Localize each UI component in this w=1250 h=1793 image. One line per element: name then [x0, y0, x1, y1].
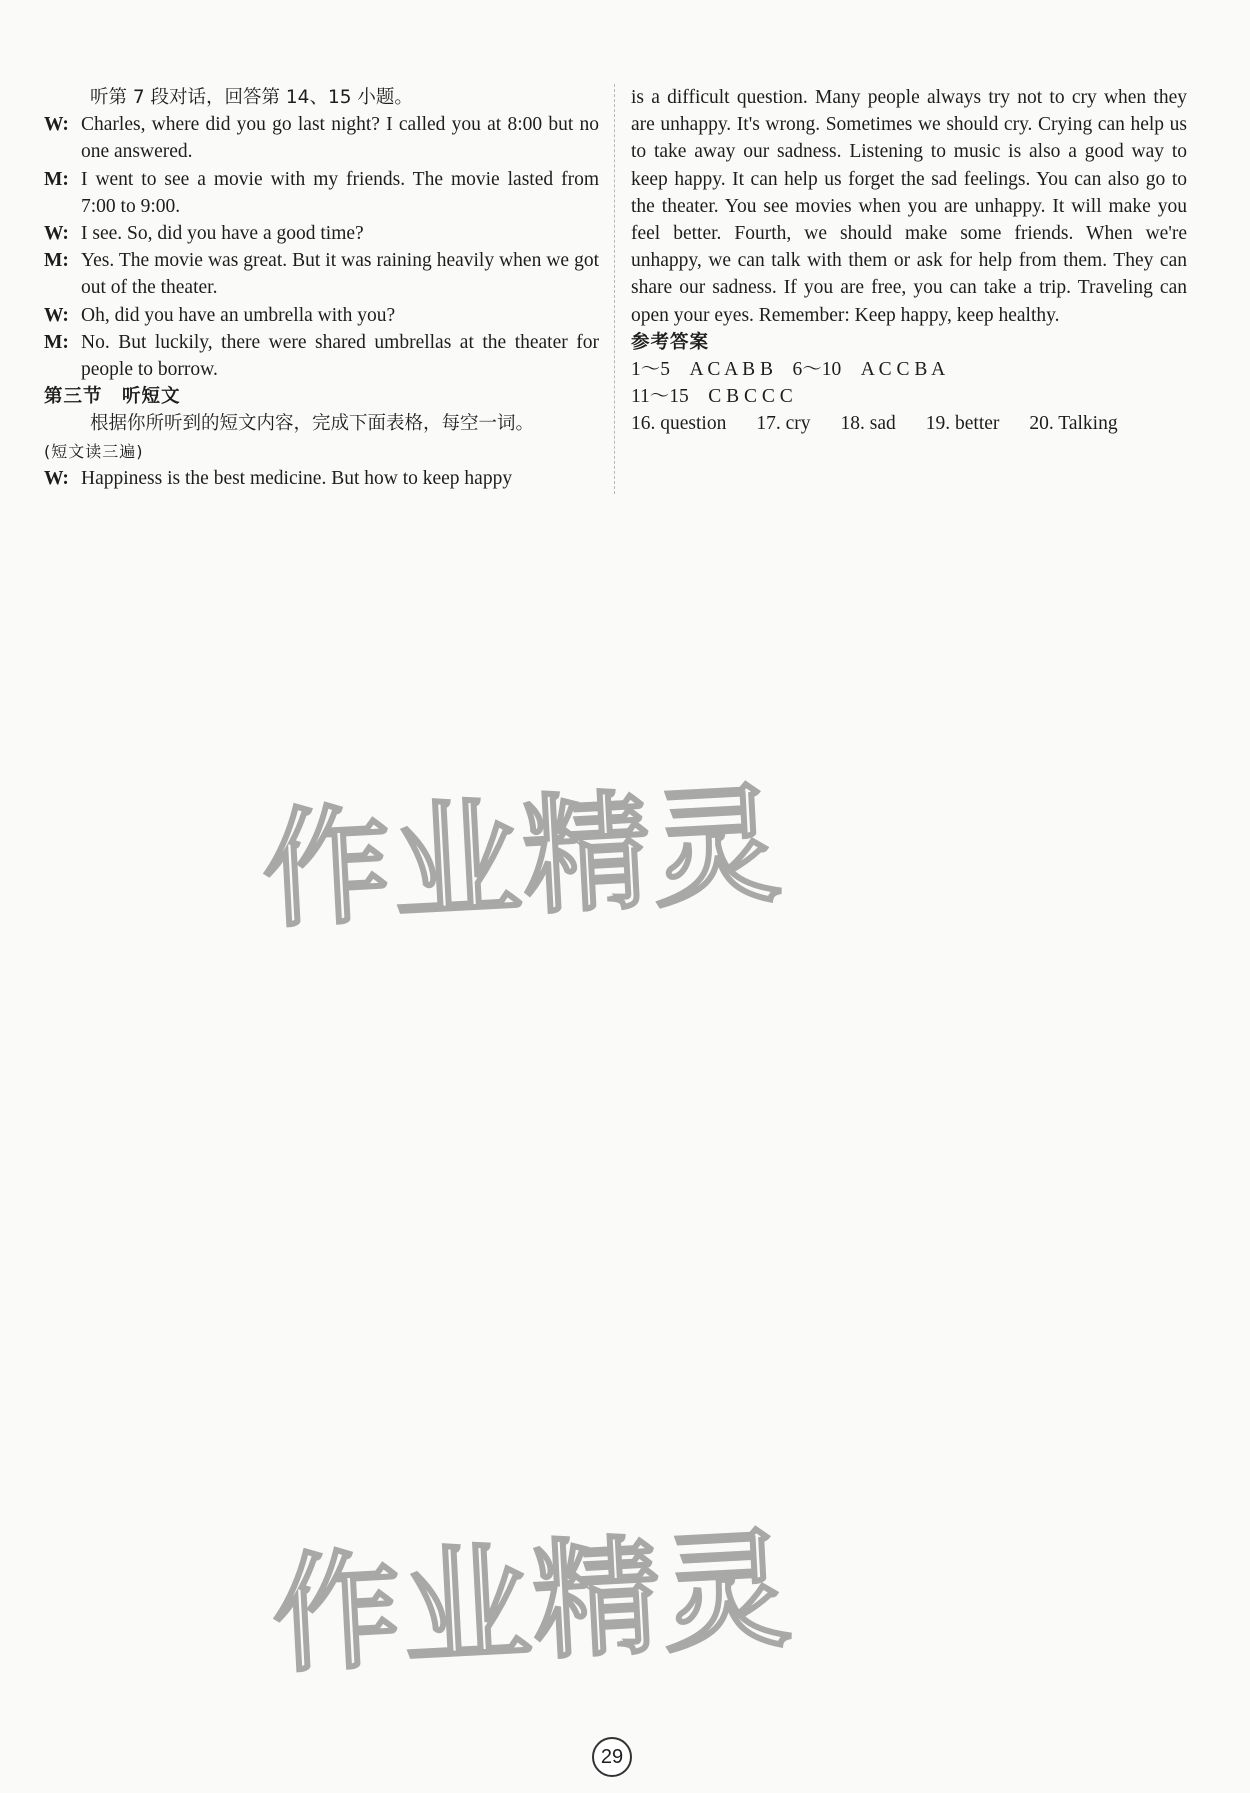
speaker-label: W: — [44, 304, 69, 326]
answer-item: 19. better — [925, 413, 1000, 435]
left-column — [44, 84, 599, 492]
dialogue-line — [44, 166, 599, 220]
section-title: 第三节 听短文 — [44, 386, 181, 408]
watermark: 作业精灵 — [269, 1515, 797, 1692]
answers-title: 参考答案 — [631, 331, 710, 353]
right-column — [631, 84, 1187, 438]
column-divider — [614, 84, 615, 494]
passage-continuation: is a difficult question. Many people always try not to cry when they are unhappy. It's wrong. Sometimes we should cry. Crying can help us to take away our sadness. Listening to music is also a good way to keep happy. It can help us forget the sad feelings. You can also go to the theater. You see movies when you are unhappy. It will make you feel better. Fourth, we should make some friends. When we're unhappy, we can talk with them or ask for help from them. They can share our sadness. If you are free, you can take a trip. Traveling can open your eyes. Remember: Keep happy, keep healthy. — [631, 87, 1187, 326]
answers-row — [631, 410, 1187, 437]
passage-text: Happiness is the best medicine. But how to keep happy — [81, 467, 513, 489]
dialogue-text: I went to see a movie with my friends. The movie lasted from 7:00 to 9:00. — [81, 168, 599, 217]
speaker-label: M: — [44, 168, 69, 190]
dialogue-line — [44, 302, 599, 329]
dialogue-text: I see. So, did you have a good time? — [81, 223, 364, 245]
answer-item: 16. question — [631, 413, 727, 435]
speaker-label: W: — [44, 467, 69, 489]
dialogue-line — [44, 329, 599, 383]
passage-start — [44, 465, 599, 492]
dialogue-intro: 听第 7 段对话，回答第 14、15 小题。 — [90, 87, 413, 108]
page-number: 29 — [592, 1737, 632, 1777]
dialogue-text: Yes. The movie was great. But it was raining heavily when we got out of the theater. — [81, 250, 599, 299]
answer-item: 18. sad — [840, 413, 896, 435]
speaker-label: M: — [44, 331, 69, 353]
section-instruction: 根据你所听到的短文内容，完成下面表格，每空一词。 — [90, 413, 535, 435]
answer-item: 17. cry — [756, 413, 811, 435]
speaker-label: W: — [44, 223, 69, 245]
dialogue-line — [44, 220, 599, 247]
watermark: 作业精灵 — [259, 770, 787, 947]
dialogue-text: Oh, did you have an umbrella with you? — [81, 304, 396, 326]
dialogue-line — [44, 111, 599, 165]
dialogue-text: No. But luckily, there were shared umbrellas at the theater for people to borrow. — [81, 331, 599, 381]
answers-row: 1～5 A C A B B 6～10 A C C B A — [631, 359, 946, 381]
answers-row: 11～15 C B C C C — [631, 386, 793, 408]
dialogue-line — [44, 247, 599, 301]
section-note: (短文读三遍) — [44, 441, 144, 461]
answer-item: 20. Talking — [1029, 413, 1118, 435]
speaker-label: M: — [44, 250, 69, 272]
speaker-label: W: — [44, 114, 69, 136]
dialogue-text: Charles, where did you go last night? I called you at 8:00 but no one answered. — [81, 114, 599, 163]
